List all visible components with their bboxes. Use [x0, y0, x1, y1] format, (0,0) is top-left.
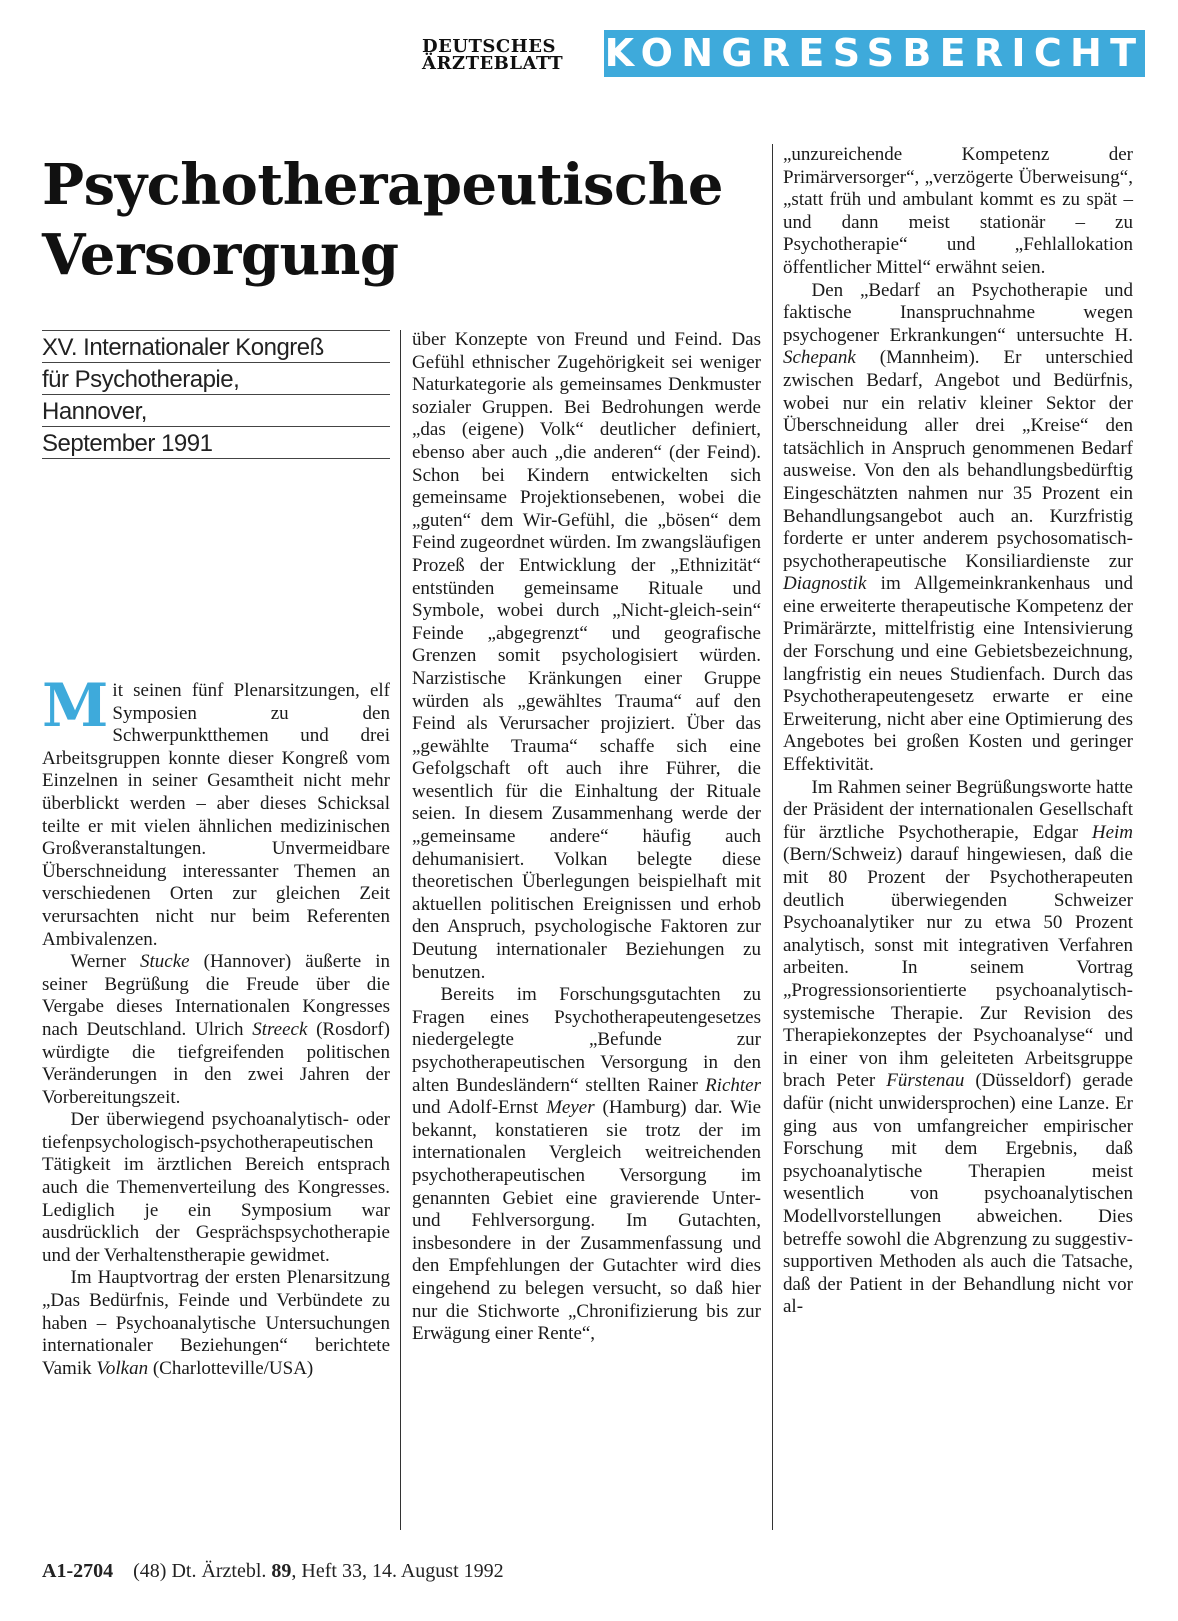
drop-cap: M	[42, 671, 109, 741]
article-title	[42, 150, 762, 290]
page-footer	[42, 1560, 762, 1583]
person-name: Heim	[1091, 821, 1133, 843]
subtitle-line: für Psychotherapie,	[42, 363, 390, 395]
paragraph: Mit seinen fünf Plenarsitzungen, elf Symposien zu den Schwerpunktthemen und drei Arbeitsgruppen konnte dieser Kongreß vom Einzelnen in seiner Gesamtheit nicht mehr überblickt werden – aber dieses Schicksal teilte er mit vielen ähnlichen medizinischen Großveranstaltungen. Unvermeidbare Überschneidung interessanter Themen an verschiedenen Orten zur gleichen Zeit verursachten nicht nur beim Referenten Ambivalenzen.	[42, 671, 390, 950]
person-name: Fürstenau	[886, 1070, 965, 1092]
section-banner	[604, 30, 1145, 77]
text-column-2	[412, 329, 761, 1346]
title-line-1: Psychotherapeutische	[42, 152, 723, 218]
subtitle-line: XV. Internationaler Kongreß	[42, 331, 390, 363]
column-divider	[400, 330, 401, 1530]
volume-number: 89	[271, 1560, 292, 1582]
person-name: Schepank	[783, 347, 856, 369]
masthead-line-2: ÄRZTEBLATT	[422, 53, 564, 74]
person-name: Meyer	[546, 1097, 595, 1119]
person-name: Richter	[705, 1074, 761, 1096]
person-name: Volkan	[96, 1357, 149, 1379]
paragraph: Im Hauptvortrag der ersten Plenarsitzung „Das Bedürfnis, Feinde und Verbündete zu haben – Psychoanalytische Untersuchungen internationaler Beziehungen“ berichtete Vamik Volkan (Charlotteville/USA)	[42, 1267, 390, 1379]
journal-abbrev: Dt. Ärztebl.	[171, 1560, 267, 1582]
paragraph: Werner Stucke (Hannover) äußerte in seiner Begrüßung die Freude über die Vergabe dieses Internationalen Kongresses nach Deutschland. Ulrich Streeck (Rosdorf) würdigte die tiefgreifenden politischen Veränderungen in den zwei Jahren der Vorbereitungszeit.	[42, 951, 390, 1108]
person-name: Streeck	[252, 1018, 308, 1040]
paragraph: Bereits im Forschungsgutachten zu Fragen eines Psychotherapeutengesetzes niedergelegte „Befunde zur psychotherapeutischen Versorgung in den alten Bundesländern“ stellten Rainer Richter und Adolf-Ernst Meyer (Hamburg) dar. Wie bekannt, konstatieren sie trotz der im internationalen Vergleich weitreichenden psychotherapeutischen Versorgung im genannten Gebiet eine gravierende Unter- und Fehlversorgung. Im Gutachten, insbesondere in der Zusammenfassung und den Empfehlungen der Gutachter wird dies eingehend zu belegen versucht, so daß hier nur die Stichworte „Chronifizierung bis zur Erwägung einer Rente“,	[412, 984, 762, 1345]
column-divider	[772, 144, 773, 1530]
paragraph: Der überwiegend psychoanalytisch- oder tiefenpsychologisch-psychotherapeutischen Tätigkeit im ärztlichen Bereich entsprach auch die Themenverteilung des Kongresses. Lediglich je ein Symposium war ausdrücklich der Gesprächspsychotherapie und der Verhaltenstherapie gewidmet.	[42, 1109, 390, 1266]
title-line-2: Versorgung	[42, 222, 399, 288]
article-subtitle	[42, 330, 390, 459]
issue-info: , Heft 33, 14. August 1992	[291, 1560, 504, 1582]
page-code: A1-2704	[42, 1560, 114, 1582]
text-column-1	[42, 671, 390, 1380]
subtitle-line: Hannover,	[42, 395, 390, 427]
page-number: (48)	[133, 1560, 167, 1582]
text-column-3	[783, 144, 1133, 1319]
paragraph: Im Rahmen seiner Begrüßungsworte hatte der Präsident der internationalen Gesellschaft für ärztliche Psychotherapie, Edgar Heim (Bern/Schweiz) darauf hingewiesen, daß die mit 80 Prozent der Psychotherapeuten deutlich überwiegenden Schweizer Psychoanalytiker nur zu etwa 50 Prozent analytisch, sonst mit integrativen Verfahren arbeiten. In seinem Vortrag „Progressionsorientierte psychoanalytisch-systemische Therapie. Zur Revision des Therapiekonzeptes der Psychoanalyse“ und in einer von ihm geleiteten Arbeitsgruppe brach Peter Fürstenau (Düsseldorf) gerade dafür (nicht unwidersprochen) eine Lanze. Er ging aus von umfangreicher empirischer Forschung mit dem Ergebnis, daß psychoanalytische Therapien meist wesentlich von psychoanalytischen Modellvorstellungen abweichen. Dies betreffe sowohl die Abgrenzung zu suggestiv-supportiven Methoden als auch die Tatsache, daß der Patient in der Behandlung nicht vor al-	[783, 776, 1133, 1318]
paragraph: „unzureichende Kompetenz der Primärversorger“, „verzögerte Überweisung“, „statt früh und ambulant kommt es zu spät – und dann meist stationär – zu Psychotherapie“ und „Fehlallokation öffentlicher Mittel“ erwähnt seien.	[783, 144, 1133, 278]
section-label: KONGRESSBERICHT	[604, 31, 1145, 75]
paragraph: über Konzepte von Freund und Feind. Das Gefühl ethnischer Zugehörigkeit sei weniger Naturkategorie als gemeinsames Denkmuster sozialer Gruppen. Bei Bedrohungen werde „das (eigene) Volk“ deutlicher definiert, ebenso aber auch „die anderen“ (der Feind). Schon bei Kindern entwickelten sich gemeinsame Projektionsebenen, wobei die „guten“ dem Wir-Gefühl, die „bösen“ dem Feind zugeordnet würden. Im zwangsläufigen Prozeß der Entwicklung der „Ethnizität“ entstünden gemeinsame Rituale und Symbole, wobei durch „Nicht-gleich-sein“ Feinde „abgegrenzt“ und geografische Grenzen somit psychologisiert würden. Narzistische Kränkungen einer Gruppe würden als „gewähltes Trauma“ auf den Feind als Verursacher projiziert. Über das „gewählte Trauma“ schaffe sich eine Gefolgschaft oft auch ihre Führer, die wesentlich für die Einhaltung der Rituale seien. In diesem Zusammenhang werde der „gemeinsame andere“ häufig auch dehumanisiert. Volkan belegte diese theoretischen Überlegungen beispielhaft mit aktuellen politischen Ereignissen und erhob den Anspruch, psychologische Faktoren zur Deutung internationaler Beziehungen zu benutzen.	[412, 329, 761, 983]
masthead-line-1: DEUTSCHES	[422, 36, 556, 57]
emphasis: Diagnostik	[783, 573, 867, 595]
journal-masthead	[422, 38, 592, 72]
person-name: Stucke	[140, 951, 190, 973]
paragraph: Den „Bedarf an Psychotherapie und faktische Inanspruchnahme wegen psychogener Erkrankungen“ untersuchte H. Schepank (Mannheim). Er unterschied zwischen Bedarf, Angebot und Bedürfnis, wobei nur ein relativ kleiner Sektor der Überschneidung aller drei „Kreise“ den tatsächlich in Anspruch genommenen Bedarf ausweise. Von den als behandlungsbedürftig Eingeschätzten nahmen nur 35 Prozent ein Behandlungsangebot auch an. Kurzfristig forderte er unter anderem psychosomatisch-psychotherapeutische Konsiliardienste zur Diagnostik im Allgemeinkrankenhaus und eine erweiterte therapeutische Kompetenz der Primärärzte, mittelfristig eine Intensivierung der Forschung und eine Gebietsbezeichnung, langfristig ein neues Studienfach. Durch das Psychotherapeutengesetz erwarte er eine Erweiterung, nicht aber eine Optimierung des Angebotes bei großen Kosten und geringer Effektivität.	[783, 279, 1133, 776]
subtitle-line: September 1991	[42, 427, 390, 459]
